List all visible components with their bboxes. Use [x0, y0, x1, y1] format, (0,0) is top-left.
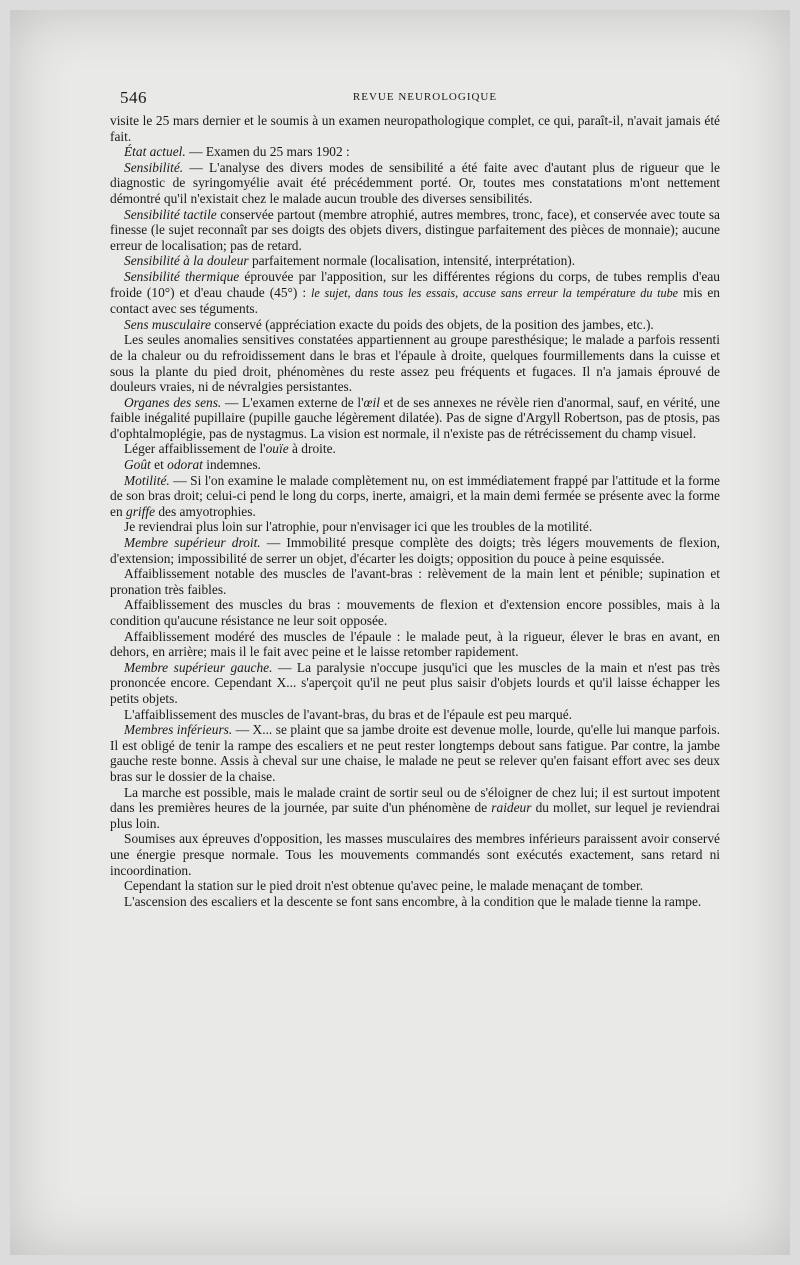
paragraph-gout-odorat: Goût et odorat indemnes.	[124, 457, 261, 473]
paragraph-epaule: Affaiblissement modéré des muscles de l'épaule : le malade peut, à la rigueur, élever le bras en avant, en dehors, en arrière; mais il le fait avec peine et le laisse retomber rapidement.	[110, 628, 720, 660]
section-lead: Sensibilité.	[124, 159, 184, 175]
paragraph-organes-sens: Organes des sens. — L'examen externe de l'œil et de ses annexes ne révèle rien d'anormal, sauf, en vérité, une faible inégalité pupillaire (pupille gauche légèrement dilatée). Pas de signe d'Argyll Robertson, pas de ptosis, pas d'ophtalmoplégie, pas de nystagmus. La vision est normale, il n'existe pas de rétrécissement du champ visuel.	[110, 394, 720, 441]
paragraph-sensibilite-douleur: Sensibilité à la douleur parfaitement normale (localisation, intensité, interprétation).	[124, 253, 576, 269]
article-body	[110, 113, 720, 909]
paragraph-sensibilite-thermique: Sensibilité thermique éprouvée par l'apposition, sur les différentes régions du corps, de tubes remplis d'eau froide (10°) et d'eau chaude (45°) : le sujet, dans tous les essais, accuse sans erreur la température du tube mis en contact avec ses téguments.	[110, 268, 720, 317]
section-lead: Sensibilité tactile	[124, 206, 217, 222]
page-number: 546	[120, 88, 147, 107]
paragraph-etat-actuel: État actuel. — Examen du 25 mars 1902 :	[124, 144, 350, 160]
paragraph-ouie: Léger affaiblissement de l'ouïe à droite.	[124, 441, 336, 457]
paragraph-escaliers: L'ascension des escaliers et la descente se font sans encombre, à la condition que le malade tienne la rampe.	[124, 893, 702, 909]
section-lead: Membre supérieur gauche.	[124, 659, 273, 675]
page-header	[120, 88, 730, 108]
paragraph-sensibilite-tactile: Sensibilité tactile conservée partout (membre atrophié, autres membres, tronc, face), et conservée avec toute sa finesse (le sujet reconnaît par ses doigts des objets divers, distingue parfaitement des pièces de monnaie); aucune erreur de localisation; pas de retard.	[110, 206, 720, 253]
paragraph-atrophie: Je reviendrai plus loin sur l'atrophie, pour n'envisager ici que les troubles de la motilité.	[124, 519, 593, 535]
paragraph-membre-superieur-gauche: Membre supérieur gauche. — La paralysie n'occupe jusqu'ici que les muscles de la main et n'est pas très prononcée encore. Cependant X... s'aperçoit qu'il ne peut plus saisir d'objets lourds et qu'il laisse échapper les petits objets.	[110, 659, 720, 706]
section-lead: Sensibilité thermique	[124, 268, 240, 284]
paragraph-intro: visite le 25 mars dernier et le soumis à un examen neuropathologique complet, ce qui, paraît-il, n'avait jamais été fait.	[110, 113, 720, 144]
section-lead: Sensibilité à la douleur	[124, 253, 249, 269]
section-lead: Organes des sens.	[124, 394, 222, 410]
section-lead: Sens musculaire	[124, 316, 211, 332]
paragraph-avant-bras: Affaiblissement notable des muscles de l'avant-bras : relèvement de la main lent et pénible; supination et pronation très faibles.	[110, 566, 720, 597]
paragraph-sensibilite: Sensibilité. — L'analyse des divers modes de sensibilité a été faite avec d'autant plus de rigueur que le diagnostic de syringomyélie avait été précédemment porté. Or, toutes mes constatations m'ont nettement démontré qu'il n'existait chez le malade aucun trouble des diverses sensibilités.	[110, 159, 720, 206]
paragraph-anomalies: Les seules anomalies sensitives constatées appartiennent au groupe paresthésique; le malade a parfois ressenti de la chaleur ou du refroidissement dans le bras et l'épaule à droite, quelques fourmillements dans la cuisse et sous la plante du pied droit, phénomènes du reste assez peu fréquents et fugaces. Il n'a jamais éprouvé de douleurs vraies, ni de névralgies persistantes.	[110, 332, 720, 395]
paragraph-membres-inferieurs: Membres inférieurs. — X... se plaint que sa jambe droite est devenue molle, lourde, qu'elle lui manque parfois. Il est obligé de tenir la rampe des escaliers et ne peut rester longtemps debout sans fatigue. Par contre, la jambe gauche reste bonne. Assis à cheval sur une chaise, le malade ne peut se relever qu'en faisant effort avec ses deux bras sur le dossier de la chaise.	[110, 722, 720, 784]
paragraph-membre-superieur-droit: Membre supérieur droit. — Immobilité presque complète des doigts; très légers mouvements de flexion, d'extension; impossibilité de serrer un objet, d'écarter les doigts; opposition du pouce à peine esquissée.	[110, 535, 720, 566]
section-lead: Membres inférieurs.	[124, 722, 233, 738]
paragraph-station: Cependant la station sur le pied droit n'est obtenue qu'avec peine, le malade menaçant de tomber.	[124, 878, 644, 894]
paragraph-bras: Affaiblissement des muscles du bras : mouvements de flexion et d'extension encore possibles, mais à la condition qu'aucune résistance ne leur soit opposée.	[110, 597, 720, 628]
section-lead: Membre supérieur droit.	[124, 535, 261, 551]
section-lead: Goût	[124, 457, 151, 473]
paragraph-sens-musculaire: Sens musculaire conservé (appréciation exacte du poids des objets, de la position des jambes, etc.).	[124, 316, 654, 332]
section-lead: Motilité.	[124, 472, 170, 488]
paragraph-marche: La marche est possible, mais le malade craint de sortir seul ou de s'éloigner de chez lui; il est surtout impotent dans les premières heures de la journée, par suite d'un phénomène de raideur du mollet, sur lequel je reviendrai plus loin.	[110, 784, 720, 831]
paragraph-motilite: Motilité. — Si l'on examine le malade complètement nu, on est immédiatement frappé par l'attitude et la forme de son bras droit; celui-ci pend le long du corps, inerte, amaigri, et la main demi fermée se présente avec la forme en griffe des amyotrophies.	[110, 472, 720, 519]
paragraph-opposition: Soumises aux épreuves d'opposition, les masses musculaires des membres inférieurs paraissent avoir conservé une énergie presque normale. Tous les mouvements commandés sont exécutés exactement, sans retard ni incoordination.	[110, 831, 720, 878]
paragraph-affaiblissement-gauche: L'affaiblissement des muscles de l'avant-bras, du bras et de l'épaule est peu marqué.	[124, 706, 572, 722]
emphasis-text: le sujet, dans tous les essais, accuse sans erreur la température du tube	[311, 285, 679, 300]
section-lead: État actuel.	[124, 144, 186, 160]
running-title: REVUE NEUROLOGIQUE	[352, 91, 498, 103]
